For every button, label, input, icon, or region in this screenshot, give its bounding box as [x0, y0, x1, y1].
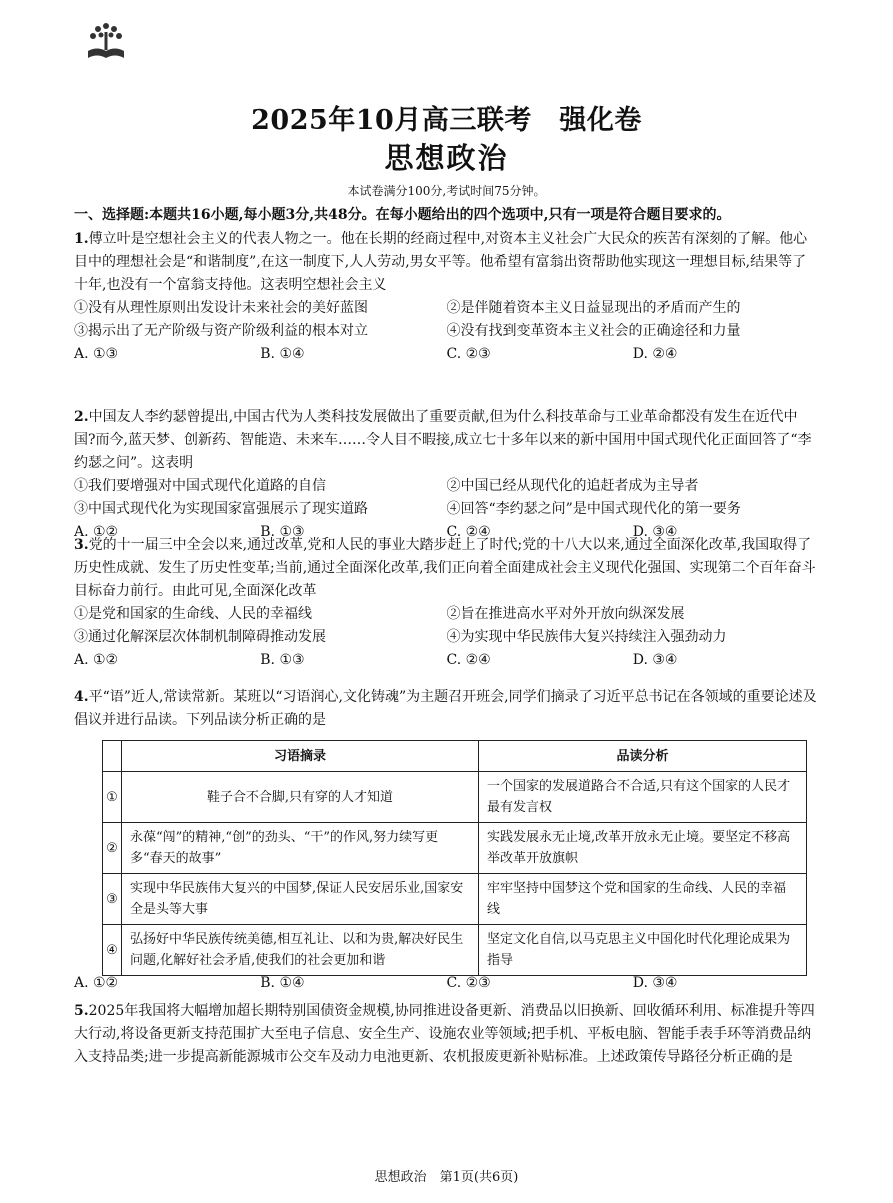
table-header [103, 741, 122, 772]
statement: ④为实现中华民族伟大复兴持续注入强劲动力 [446, 629, 727, 645]
row-index: ② [103, 823, 122, 874]
question-stem: 5.2025年我国将大幅增加超长期特别国债资金规模,协同推进设备更新、消费品以旧换新、回收循环利用、标准提升等四大行动,将设备更新支持范围扩大至电子信息、安全生产、设施农业等领域;把手机、平板电脑、智能手表手环等消费品纳入支持品类;进一步提高新能源城市公交车及动力电池更新、农机报废更新补贴标准。上述政策传导路径分析正确的是 [74, 1003, 815, 1065]
statement: ③中国式现代化为实现国家富强展示了现实道路 [74, 501, 368, 517]
statement: ④没有找到变革资本主义社会的正确途径和力量 [446, 323, 741, 339]
table-row [103, 772, 807, 823]
statement: ①没有从理性原则出发设计未来社会的美好蓝图 [74, 300, 368, 316]
quote-cell: 实现中华民族伟大复兴的中国梦,保证人民安居乐业,国家安全是头等大事 [122, 874, 479, 925]
choice-a: A. ①③ [74, 346, 119, 362]
choice-a: A. ①② [74, 975, 119, 991]
question-stem: 3.党的十一届三中全会以来,通过改革,党和人民的事业大踏步赶上了时代;党的十八大以来,通过全面深化改革,我国取得了历史性成就、发生了历史性变革;当前,通过全面深化改革,我们正向着全面建成社会主义现代化强国、实现第二个百年奋斗目标奋力前行。由此可见,全面深化改革 [74, 537, 816, 599]
answer-choices [74, 343, 819, 366]
quote-cell: 永葆“闯”的精神,“创”的劲头、“干”的作风,努力续写更多“春天的故事” [122, 823, 479, 874]
choice-c: C. ②③ [446, 346, 491, 362]
section-heading: 一、选择题:本题共16小题,每小题3分,共48分。在每小题给出的四个选项中,只有一项是符合题目要求的。 [74, 207, 731, 223]
answer-choices [74, 972, 819, 995]
statement: ①是党和国家的生命线、人民的幸福线 [74, 606, 312, 622]
question-4-answers [74, 972, 819, 995]
answer-choices [74, 649, 819, 672]
statement: ②是伴随着资本主义日益显现出的矛盾而产生的 [446, 300, 741, 316]
statement: ①我们要增强对中国式现代化道路的自信 [74, 478, 326, 494]
quote-cell: 弘扬好中华民族传统美德,相互礼让、以和为贵,解决好民生问题,化解好社会矛盾,使我们的社会更加和谐 [122, 925, 479, 976]
question-5 [74, 1000, 819, 1069]
question-stem: 4.平“语”近人,常读常新。某班以“习语润心,文化铸魂”为主题召开班会,同学们摘录了习近平总书记在各领域的重要论述及倡议并进行品读。下列品读分析正确的是 [74, 689, 817, 728]
choice-c: C. ②④ [446, 524, 491, 540]
question-4 [74, 686, 819, 732]
choice-d: D. ③④ [632, 652, 678, 668]
statement: ④回答“李约瑟之问”是中国式现代化的第一要务 [446, 501, 741, 517]
question-1 [74, 228, 819, 366]
row-index: ④ [103, 925, 122, 976]
row-index: ① [103, 772, 122, 823]
statement-options [74, 603, 819, 649]
choice-b: B. ①④ [260, 975, 305, 991]
choice-c: C. ②④ [446, 652, 491, 668]
statement: ③揭示出了无产阶级与资产阶级利益的根本对立 [74, 323, 368, 339]
choice-d: D. ③④ [632, 524, 678, 540]
quote-analysis-table [102, 740, 807, 976]
question-3 [74, 534, 819, 672]
page-footer: 思想政治 第1页(共6页) [374, 1170, 519, 1185]
analysis-cell: 实践发展永无止境,改革开放永无止境。要坚定不移高举改革开放旗帜 [479, 823, 807, 874]
choice-c: C. ②③ [446, 975, 491, 991]
quote-cell: 鞋子合不合脚,只有穿的人才知道 [122, 772, 479, 823]
row-index: ③ [103, 874, 122, 925]
question-stem: 1.傅立叶是空想社会主义的代表人物之一。他在长期的经商过程中,对资本主义社会广大民众的疾苦有深刻的了解。他心目中的理想社会是“和谐制度”,在这一制度下,人人劳动,男女平等。他希望有富翁出资帮助他实现这一理想目标,结果等了十年,也没有一个富翁支持他。这表明空想社会主义 [74, 231, 808, 293]
statement: ③通过化解深层次体制机制障碍推动发展 [74, 629, 326, 645]
analysis-cell: 一个国家的发展道路合不合适,只有这个国家的人民才最有发言权 [479, 772, 807, 823]
statement-options [74, 475, 819, 521]
analysis-cell: 坚定文化自信,以马克思主义中国化时代化理论成果为指导 [479, 925, 807, 976]
table-header: 习语摘录 [122, 741, 479, 772]
subject-title: 思想政治 [384, 141, 509, 175]
choice-d: D. ②④ [632, 346, 678, 362]
question-2 [74, 406, 819, 544]
choice-a: A. ①② [74, 652, 119, 668]
exam-title: 2025年10月高三联考 强化卷 [251, 105, 642, 136]
tree-book-logo [84, 20, 128, 64]
choice-b: B. ①④ [260, 346, 305, 362]
statement: ②中国已经从现代化的追赶者成为主导者 [446, 478, 699, 494]
table-row [103, 823, 807, 874]
question-stem: 2.中国友人李约瑟曾提出,中国古代为人类科技发展做出了重要贡献,但为什么科技革命与工业革命都没有发生在近代中国?而今,蓝天梦、创新药、智能造、未来车……令人目不暇接,成立七十多年以来的新中国用中国式现代化正面回答了“李约瑟之问”。这表明 [74, 409, 812, 471]
choice-a: A. ①② [74, 524, 119, 540]
table-header: 品读分析 [479, 741, 807, 772]
choice-b: B. ①③ [260, 524, 305, 540]
exam-note: 本试卷满分100分,考试时间75分钟。 [347, 184, 546, 198]
statement: ②旨在推进高水平对外开放向纵深发展 [446, 606, 685, 622]
table-row [103, 925, 807, 976]
table-header-row [103, 741, 807, 772]
choice-d: D. ③④ [632, 975, 678, 991]
analysis-cell: 牢牢坚持中国梦这个党和国家的生命线、人民的幸福线 [479, 874, 807, 925]
statement-options [74, 297, 819, 343]
choice-b: B. ①③ [260, 652, 305, 668]
table-row [103, 874, 807, 925]
